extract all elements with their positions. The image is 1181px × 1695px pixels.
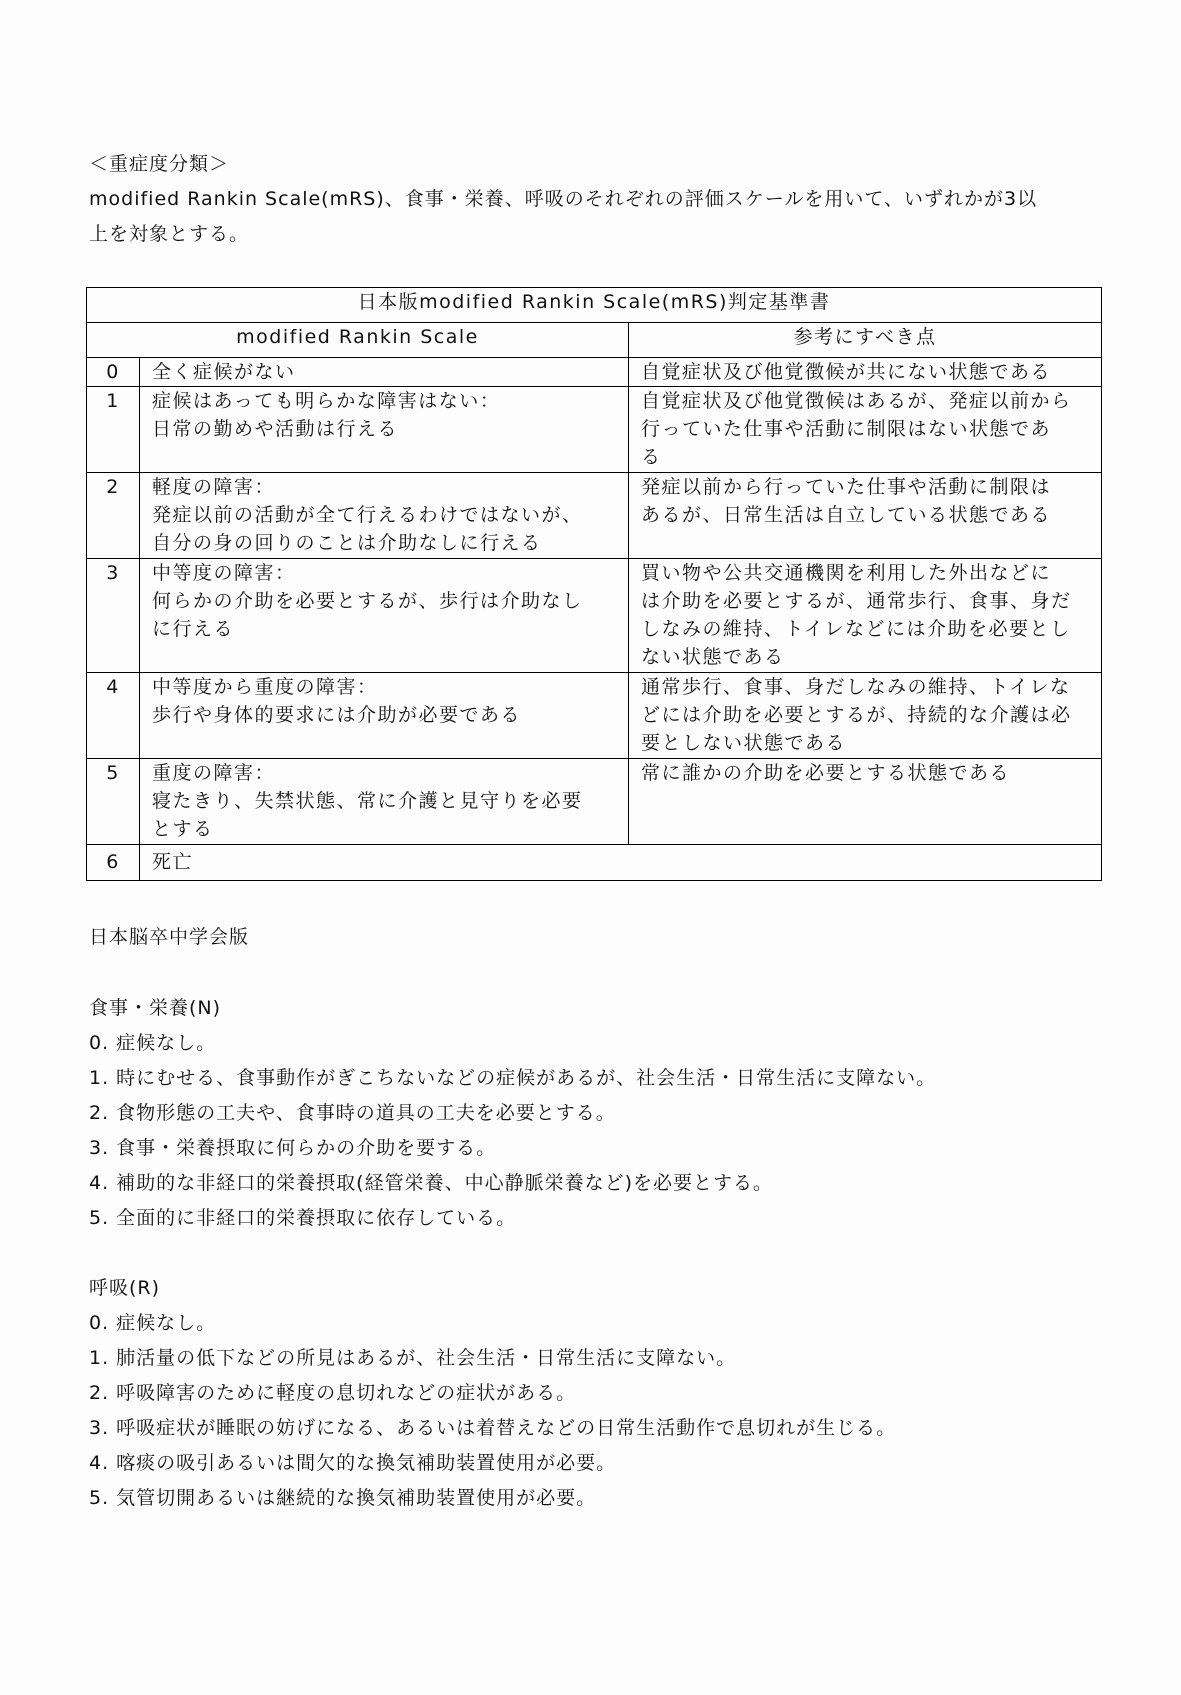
nutrition-item: 0. 症候なし。	[89, 1032, 217, 1054]
notes-cell: 通常歩行、食事、身だしなみの維持、トイレな どには介助を必要とするが、持続的な介護は必 要としない状態である	[629, 673, 1102, 759]
table-row	[87, 559, 1102, 673]
notes-cell: 自覚症状及び他覚徴候はあるが、発症以前から 行っていた仕事や活動に制限はない状態であ る	[629, 387, 1102, 473]
column-header-notes: 参考にすべき点	[629, 323, 1102, 358]
nutrition-item: 1. 時にむせる、食事動作がぎこちないなどの症候があるが、社会生活・日常生活に支障ない。	[89, 1067, 937, 1089]
grade-cell: 3	[87, 559, 140, 673]
grade-cell: 0	[87, 358, 140, 387]
scale-cell: 死亡	[140, 845, 1102, 881]
nutrition-item: 5. 全面的に非経口的栄養摂取に依存している。	[89, 1207, 517, 1229]
scale-cell: 中等度から重度の障害： 歩行や身体的要求には介助が必要である	[140, 673, 629, 759]
column-header-scale: modified Rankin Scale	[87, 323, 629, 358]
source-note: 日本脳卒中学会版	[89, 926, 250, 948]
table-row	[87, 759, 1102, 845]
notes-cell: 自覚症状及び他覚徴候が共にない状態である	[629, 358, 1102, 387]
grade-cell: 4	[87, 673, 140, 759]
mrs-criteria-table	[86, 287, 1102, 881]
table-row	[87, 673, 1102, 759]
grade-cell: 5	[87, 759, 140, 845]
respiration-heading: 呼吸(R)	[89, 1277, 161, 1299]
notes-cell: 常に誰かの介助を必要とする状態である	[629, 759, 1102, 845]
table-row	[87, 473, 1102, 559]
notes-cell: 発症以前から行っていた仕事や活動に制限は あるが、日常生活は自立している状態である	[629, 473, 1102, 559]
respiration-item: 0. 症候なし。	[89, 1312, 217, 1334]
scale-cell: 症候はあっても明らかな障害はない： 日常の勤めや活動は行える	[140, 387, 629, 473]
nutrition-item: 4. 補助的な非経口的栄養摂取(経管栄養、中心静脈栄養など)を必要とする。	[89, 1172, 773, 1194]
intro-line-1: modified Rankin Scale(mRS)、食事・栄養、呼吸のそれぞれの評価スケールを用いて、いずれかが3以	[89, 188, 1038, 210]
table-title: 日本版modified Rankin Scale(mRS)判定基準書	[87, 288, 1102, 323]
respiration-item: 4. 喀痰の吸引あるいは間欠的な換気補助装置使用が必要。	[89, 1452, 617, 1474]
grade-cell: 1	[87, 387, 140, 473]
nutrition-item: 2. 食物形態の工夫や、食事時の道具の工夫を必要とする。	[89, 1102, 616, 1124]
grade-cell: 2	[87, 473, 140, 559]
section-heading: ＜重症度分類＞	[89, 153, 230, 175]
nutrition-heading: 食事・栄養(N)	[89, 997, 222, 1019]
notes-cell: 買い物や公共交通機関を利用した外出などに は介助を必要とするが、通常歩行、食事、身だ しなみの維持、トイレなどには介助を必要とし ない状態である	[629, 559, 1102, 673]
respiration-item: 1. 肺活量の低下などの所見はあるが、社会生活・日常生活に支障ない。	[89, 1347, 737, 1369]
respiration-item: 2. 呼吸障害のために軽度の息切れなどの症状がある。	[89, 1382, 577, 1404]
respiration-item: 5. 気管切開あるいは継続的な換気補助装置使用が必要。	[89, 1487, 597, 1509]
respiration-item: 3. 呼吸症状が睡眠の妨げになる、あるいは着替えなどの日常生活動作で息切れが生じる。	[89, 1417, 897, 1439]
table-row	[87, 358, 1102, 387]
intro-line-2: 上を対象とする。	[89, 223, 250, 245]
nutrition-item: 3. 食事・栄養摂取に何らかの介助を要する。	[89, 1137, 497, 1159]
scale-cell: 中等度の障害： 何らかの介助を必要とするが、歩行は介助なし に行える	[140, 559, 629, 673]
scale-cell: 全く症候がない	[140, 358, 629, 387]
scale-cell: 軽度の障害： 発症以前の活動が全て行えるわけではないが、 自分の身の回りのことは介助なしに行える	[140, 473, 629, 559]
table-row	[87, 387, 1102, 473]
grade-cell: 6	[87, 845, 140, 881]
scale-cell: 重度の障害： 寝たきり、失禁状態、常に介護と見守りを必要 とする	[140, 759, 629, 845]
table-row	[87, 845, 1102, 881]
